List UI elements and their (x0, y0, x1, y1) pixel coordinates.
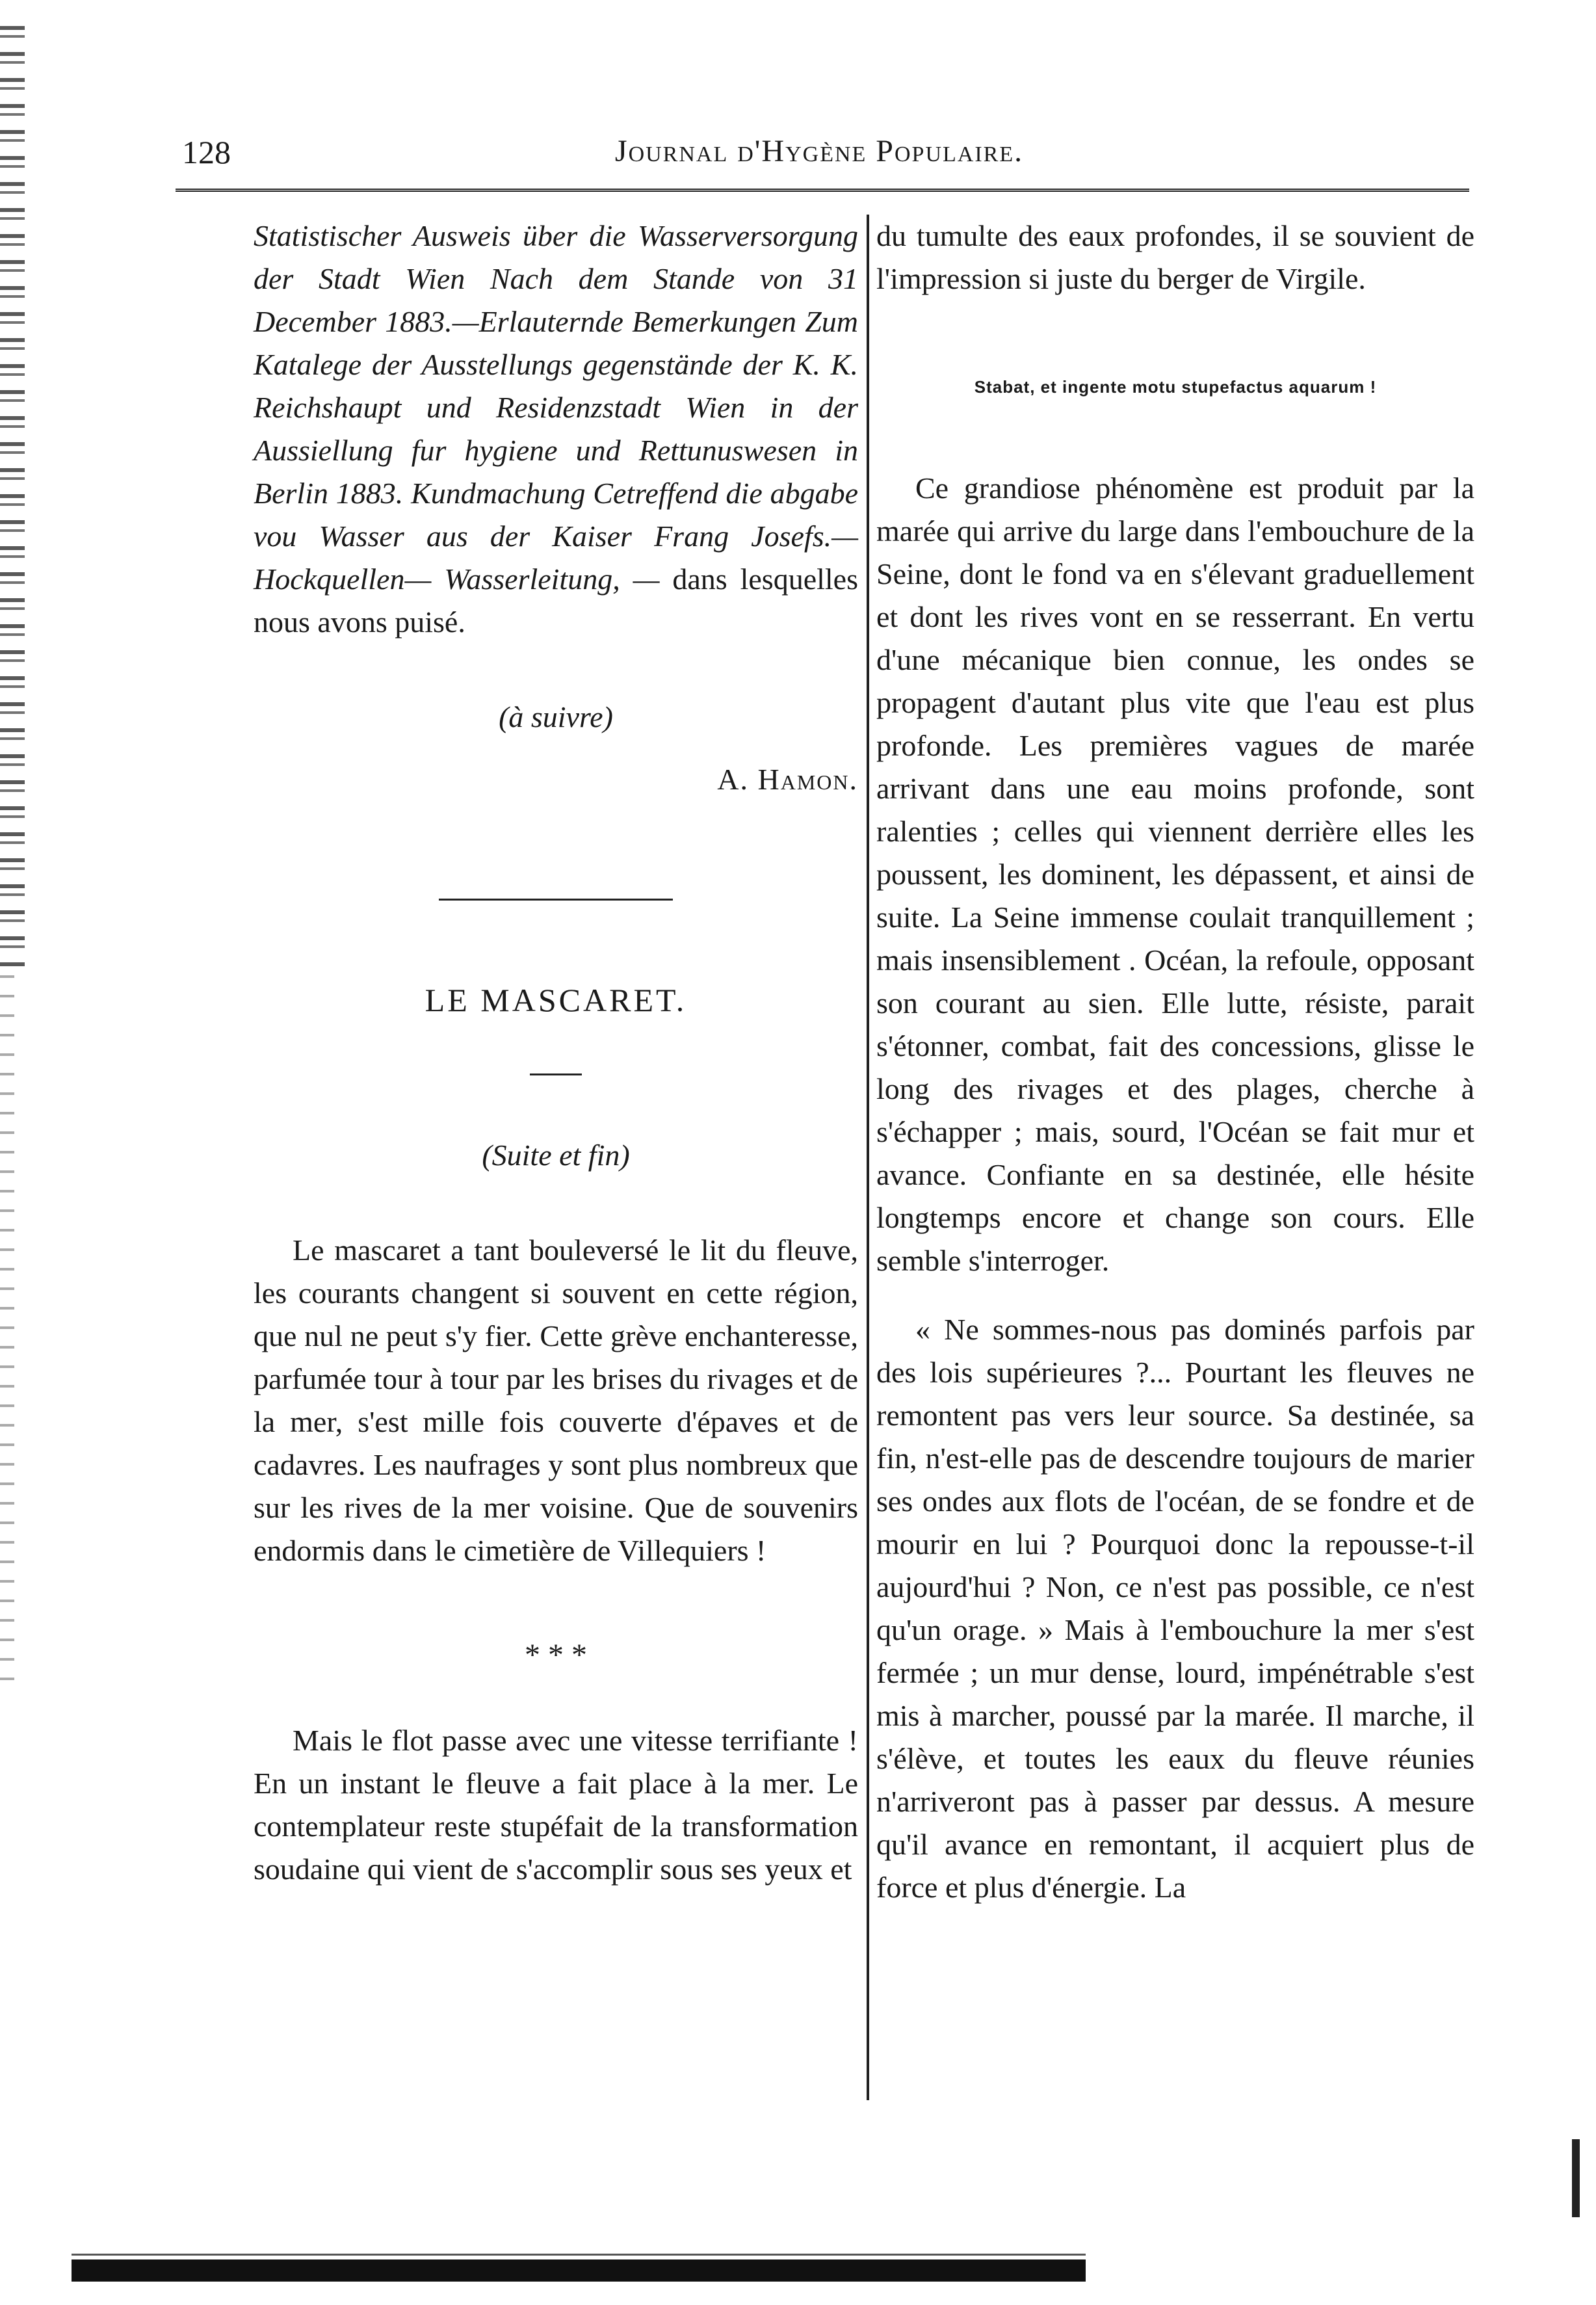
journal-title: Journal d'Hygène Populaire. (614, 134, 1024, 168)
scan-edge-artifact-lower (0, 975, 14, 1691)
body-paragraph: Ce grandiose phénomène est produit par la marée qui arrive du large dans l'embouchure de la Seine, dont le fond va en s'élevant graduellement et dont les rives vont en se resserrant. En vertu d'une mécanique bien connue, les ondes se propagent d'autant plus vite que l'eau est plus profonde. Les premières vagues de marée arrivant dans une eau moins profonde, sont ralenties ; celles qui viennent derrière elles les poussent, les dominent, les dépassent, et ainsi de suite. La Seine immense coulait tranquillement ; mais insensiblement . Océan, la refoule, opposant son courant au sien. Elle lutte, résiste, parait s'étonner, combat, fait des concessions, glisse le long des rivages et des plages, cherche à s'échapper ; mais, sourd, l'Océan se fait mur et avance. Confiante en sa destinée, elle hésite longtemps encore et change son cours. Elle semble s'interroger. (876, 471, 1474, 1277)
body-paragraph: du tumulte des eaux profondes, il se souvient de l'impression si juste du berger de Virgile. (876, 219, 1474, 295)
body-paragraph: « Ne sommes-nous pas dominés parfois par des lois supérieures ?... Pourtant les fleuves ne remontent pas vers leur source. Sa destinée, sa fin, n'est-elle pas de descendre toujours de marier ses ondes aux flots de l'océan, de se fondre et de mourir en lui ? Pourquoi donc la repousse-t-il aujourd'hui ? Non, ce n'est pas possible, ce n'est qu'un orage. » Mais à l'embouchure la mer s'est fermée ; un mur dense, lourd, impénétrable s'est mis à marcher, poussé par la marée. Il marche, il s'élève, et toutes les eaux du fleuve réunies n'arriveront pas à passer par dessus. A mesure qu'il avance en remontant, il acquiert plus de force et plus d'énergie. La (876, 1313, 1474, 1904)
references-paragraph (254, 215, 858, 644)
page-number: 128 (182, 134, 231, 170)
section-divider-rule (439, 899, 673, 901)
page-header (182, 133, 1456, 185)
section-subtitle: (Suite et fin) (482, 1139, 630, 1172)
header-rule (176, 189, 1469, 192)
right-column (876, 215, 1474, 1909)
scan-right-mark (1572, 2139, 1580, 2217)
section-title: LE MASCARET. (425, 982, 687, 1018)
references-text: Statistischer Ausweis über die Wasserversorgung der Stadt Wien Nach dem Stande von 31 December 1883.—Erlauternde Bemerkungen Zum Katalege der Ausstellungs gegenstände der K. K. Reichshaupt und Residenzstadt Wien in der Aussiellung fur hygiene und Rettunuswesen in Berlin 1883. Kundmachung Cetreffend die abgabe vou Wasser aus der Kaiser Frang Josefs.— Hockquellen— Wasserleitung, — (254, 219, 858, 596)
body-paragraph: Le mascaret a tant bouleversé le lit du fleuve, les courants changent si souvent en cette région, que nul ne peut s'y fier. Cette grève enchanteresse, parfumée tour à tour par les brises du rivages et de la mer, s'est mille fois couverte d'épaves et de cadavres. Les naufrages y sont plus nombreux que sur les rives de la mer voisine. Que de souvenirs endormis dans le cimetière de Villequiers ! (254, 1233, 858, 1567)
latin-quote: Stabat, et ingente motu stupefactus aquarum ! (974, 377, 1377, 397)
left-column (254, 215, 858, 1891)
to-follow-note: (à suivre) (499, 700, 613, 733)
scan-bottom-line (72, 2254, 1086, 2256)
references-tail: dans lesquelles nous avons puisé. (254, 562, 858, 639)
scan-edge-artifact (0, 26, 25, 969)
asterism-divider: * * * (525, 1638, 587, 1672)
author-signature: A. Hamon. (717, 763, 858, 796)
body-paragraph: Mais le flot passe avec une vitesse terrifiante ! En un instant le fleuve a fait place à la mer. Le contemplateur reste stupéfait de la transformation soudaine qui vient de s'accomplir sous ses yeux et (254, 1724, 858, 1886)
scan-bottom-bar (72, 2259, 1086, 2282)
column-divider (867, 215, 869, 2100)
short-divider-rule (530, 1073, 582, 1075)
